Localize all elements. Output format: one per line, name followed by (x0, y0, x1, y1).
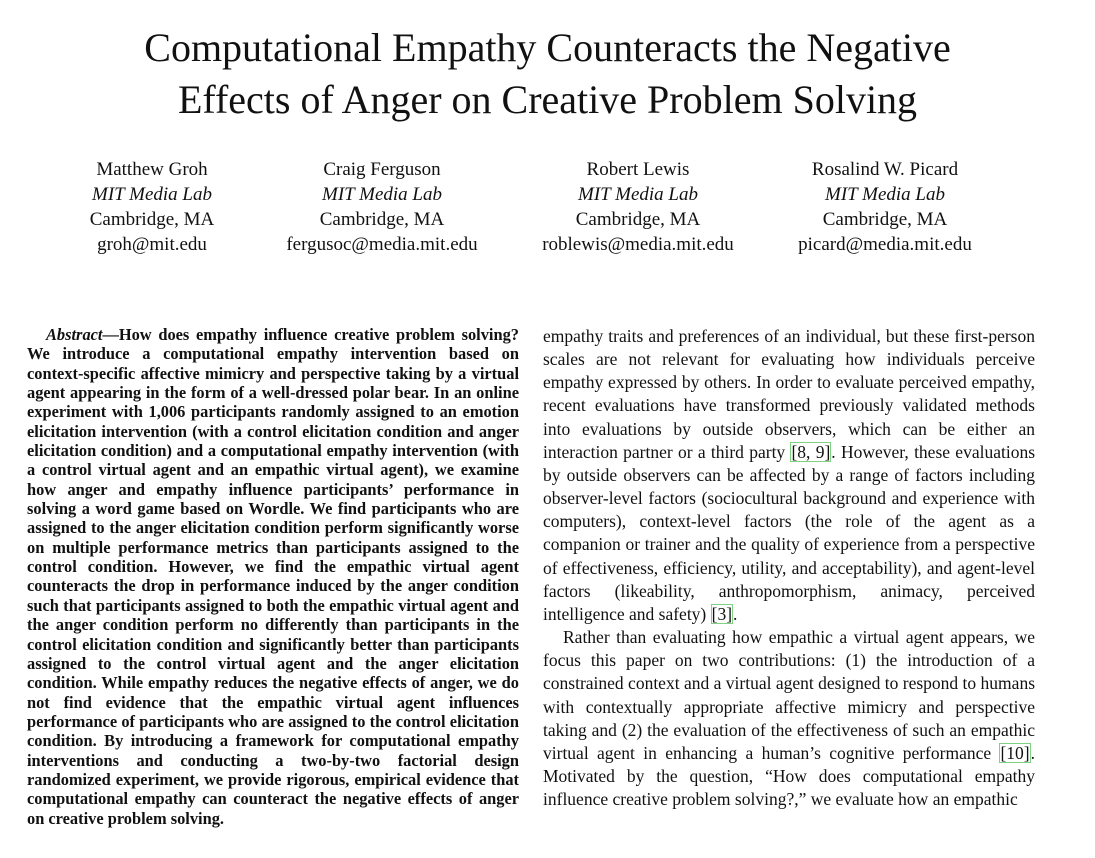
body-column-right (543, 325, 1035, 811)
author-email: fergusoc@media.mit.edu (286, 234, 478, 255)
author-2 (252, 157, 512, 257)
author-name: Matthew Groh (96, 159, 208, 180)
abstract-dash: — (102, 325, 119, 344)
body-paragraph-1 (543, 325, 1035, 626)
citation-link[interactable]: [10] (1000, 742, 1030, 763)
author-location: Cambridge, MA (822, 209, 948, 230)
author-affiliation: MIT Media Lab (578, 184, 698, 205)
author-email: groh@mit.edu (97, 234, 207, 255)
title-line-2: Effects of Anger on Creative Problem Solving (177, 77, 918, 122)
author-name: Craig Ferguson (323, 159, 441, 180)
body-text: . Motivated by the question, “How does computational empathy influence creative problem solving?,” we evaluate how an empathic (543, 742, 1035, 810)
title-line-1: Computational Empathy Counteracts the Negative (144, 25, 951, 70)
paper-title (0, 22, 1095, 126)
author-email: picard@media.mit.edu (798, 234, 972, 255)
citation-link[interactable]: [8, 9] (791, 441, 831, 462)
author-block (0, 157, 1095, 267)
citation-link[interactable]: [3] (711, 603, 733, 624)
author-affiliation: MIT Media Lab (322, 184, 442, 205)
author-name: Rosalind W. Picard (811, 159, 959, 180)
body-paragraph-2 (543, 626, 1035, 811)
author-location: Cambridge, MA (89, 209, 215, 230)
author-email: roblewis@media.mit.edu (542, 234, 734, 255)
author-location: Cambridge, MA (575, 209, 701, 230)
author-1 (22, 157, 282, 257)
body-text: . (733, 603, 738, 624)
body-text: . However, these evaluations by outside observers can be affected by a range of factors including observer-level factors (sociocultural background and experience with computers), context-level factors (the role of the agent as a companion or trainer and the quality of experience from a perspective of effectiveness, efficiency, utility, and acceptability), and agent-level factors (likeability, anthropomorphism, animacy, perceived intelligence and safety) (543, 441, 1036, 624)
author-affiliation: MIT Media Lab (825, 184, 945, 205)
author-4 (755, 157, 1015, 257)
author-affiliation: MIT Media Lab (92, 184, 212, 205)
author-3 (508, 157, 768, 257)
body-text: Rather than evaluating how empathic a virtual agent appears, we focus this paper on two contributions: (1) the introduction of a constrained context and a virtual agent designed to respond to humans with contextually appropriate affective mimicry and perspective taking and (2) the evaluation of the effectiveness of such an empathic virtual agent in enhancing a human’s cognitive performance (543, 627, 1035, 763)
abstract-label: Abstract (46, 325, 103, 344)
author-name: Robert Lewis (586, 159, 690, 180)
body-text: empathy traits and preferences of an individual, but these first-person scales are not relevant for evaluating how individuals perceive empathy expressed by others. In order to evaluate perceived empathy, recent evaluations have transformed previously validated methods into evaluations by outside observers, which can be either an interaction partner or a third party (543, 326, 1035, 462)
abstract (27, 325, 519, 828)
abstract-text: How does empathy influence creative problem solving? We introduce a computational empathy intervention based on context-specific affective mimicry and perspective taking by a virtual agent appearing in the form of a well-dressed polar bear. In an online experiment with 1,006 participants randomly assigned to an emotion elicitation intervention (with a control elicitation condition and anger elicitation condition) and a computational empathy intervention (with a control virtual agent and an empathic virtual agent), we examine how anger and empathy influence participants’ performance in solving a word game based on Wordle. We find participants who are assigned to the anger elicitation condition perform significantly worse on multiple performance metrics than participants assigned to the control condition. However, we find the empathic virtual agent counteracts the drop in performance induced by the anger condition such that participants assigned to both the empathic virtual agent and the anger condition perform no differently than participants in the control elicitation condition and significantly better than participants assigned to the control virtual agent and the anger elicitation condition. While empathy reduces the negative effects of anger, we do not find evidence that the empathic virtual agent influences performance of participants who are assigned to the control elicitation condition. By introducing a framework for computational empathy interventions and conducting a two-by-two factorial design randomized experiment, we provide rigorous, empirical evidence that computational empathy can counteract the negative effects of anger on creative problem solving. (27, 325, 519, 828)
author-location: Cambridge, MA (319, 209, 445, 230)
